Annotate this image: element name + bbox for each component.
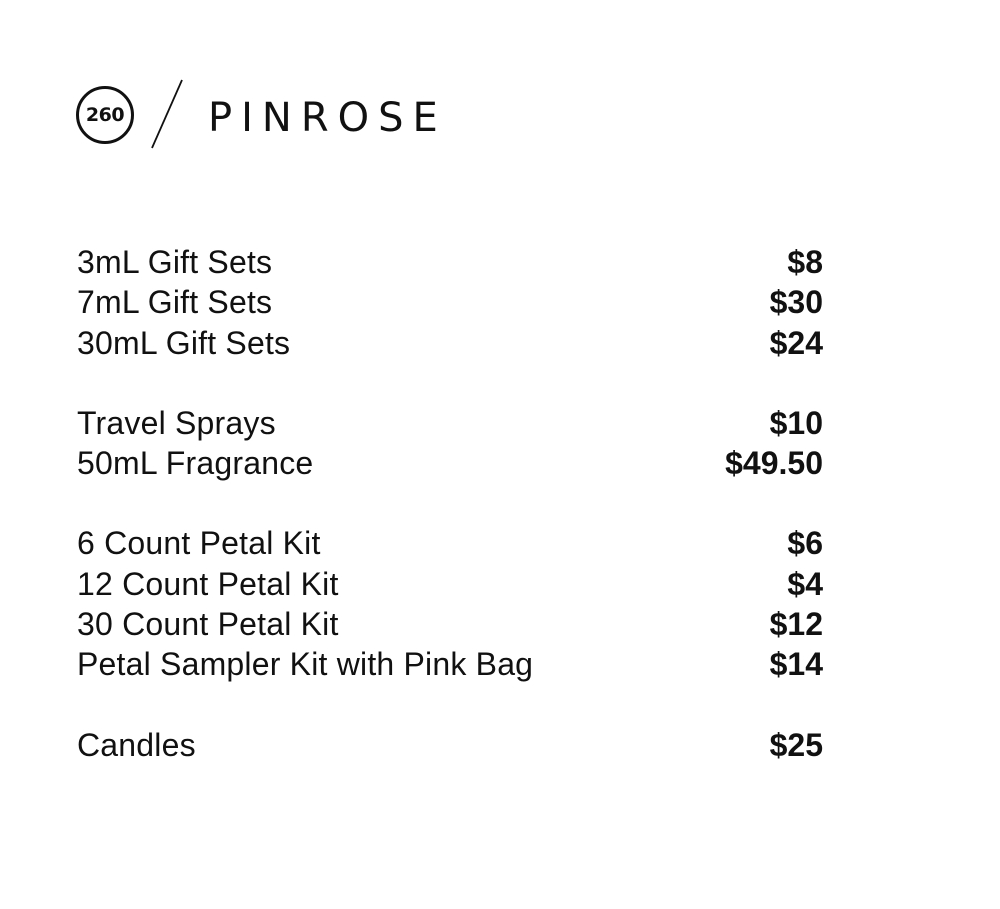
item-price: $49.50	[725, 445, 823, 482]
price-row	[77, 564, 823, 604]
price-row	[77, 242, 823, 282]
price-row	[77, 725, 823, 765]
slash-divider-icon	[146, 78, 186, 150]
price-row	[77, 604, 823, 644]
price-group-sprays	[77, 403, 823, 484]
price-group-petal-kits	[77, 523, 823, 684]
item-price: $25	[769, 726, 823, 763]
price-row	[77, 644, 823, 684]
item-name: 12 Count Petal Kit	[77, 565, 339, 602]
item-price: $12	[769, 606, 823, 643]
price-group-candles	[77, 725, 823, 765]
item-name: Travel Sprays	[77, 404, 276, 441]
brand-header	[76, 78, 476, 150]
item-name: 3mL Gift Sets	[77, 244, 273, 280]
price-row	[77, 523, 823, 563]
item-name: 50mL Fragrance	[77, 445, 314, 482]
item-price: $4	[787, 565, 823, 602]
price-row	[77, 323, 823, 363]
price-row	[77, 443, 823, 483]
item-price: $6	[787, 525, 823, 562]
item-name: 30 Count Petal Kit	[77, 606, 339, 643]
item-name: 7mL Gift Sets	[77, 284, 273, 321]
item-price: $24	[769, 324, 823, 361]
price-row	[77, 282, 823, 322]
item-name: 6 Count Petal Kit	[77, 525, 321, 562]
item-price: $8	[787, 244, 823, 280]
price-list	[77, 242, 823, 805]
brand-wordmark: PINROSE	[208, 95, 447, 141]
item-price: $30	[769, 284, 823, 321]
price-row	[77, 403, 823, 443]
item-name: Petal Sampler Kit with Pink Bag	[77, 646, 534, 683]
price-group-gift-sets	[77, 242, 823, 363]
badge-260: 260	[76, 86, 134, 144]
item-name: Candles	[77, 726, 196, 763]
item-name: 30mL Gift Sets	[77, 324, 291, 361]
item-price: $10	[769, 404, 823, 441]
item-price: $14	[769, 646, 823, 683]
